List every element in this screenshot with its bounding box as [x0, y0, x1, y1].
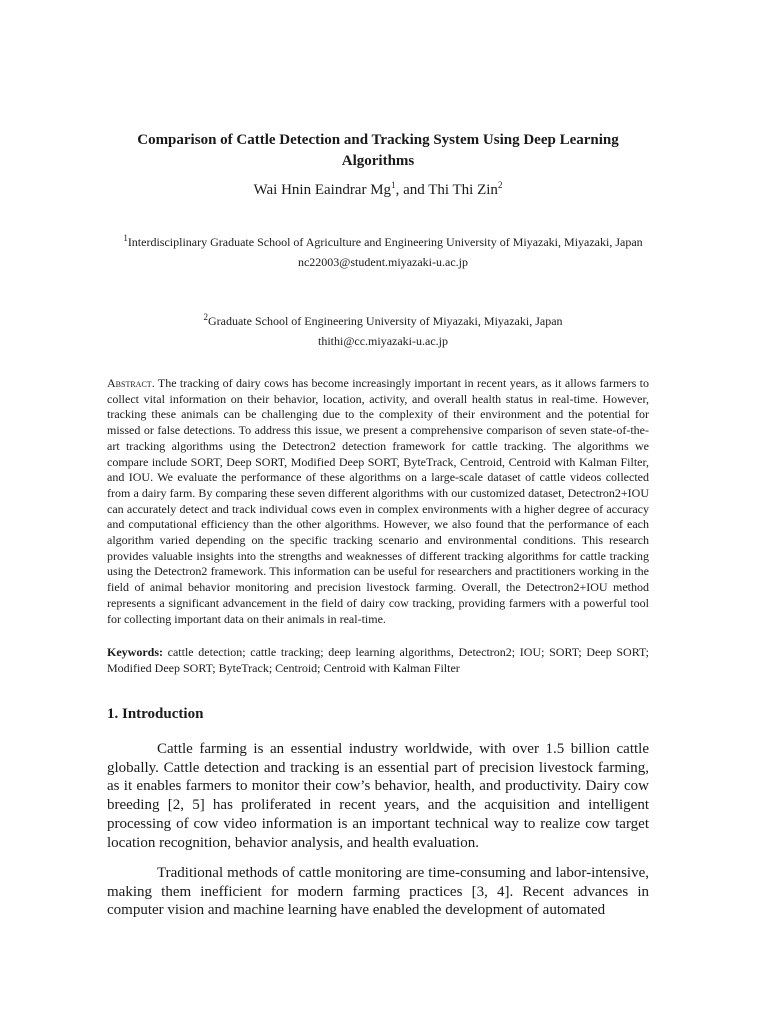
section-heading: 1. Introduction	[107, 706, 204, 722]
intro-paragraph-1	[107, 740, 649, 852]
affiliation-1-text: Interdisciplinary Graduate School of Agriculture and Engineering University of Miyazaki, Miyazaki, Japan	[127, 235, 643, 249]
affiliation-2-email[interactable]: thithi@cc.miyazaki-u.ac.jp	[317, 334, 448, 348]
paper-title: Comparison of Cattle Detection and Tracking System Using Deep Learning Algorithms	[137, 132, 619, 169]
intro-paragraph-2	[107, 864, 649, 920]
intro-paragraph-1-text: Cattle farming is an essential industry worldwide, with over 1.5 billion cattle globally. Cattle detection and tracking is an essential part of precision livestock farming, as it enables farmers to monitor their cow’s behavior, health, and productivity. Dairy cow breeding [2, 5] has proliferated in recent years, and the acquisition and intelligent processing of cow video information is an important technical way to realize cow target location recognition, behavior analysis, and health evaluation.	[107, 741, 649, 851]
author-1: Wai Hnin Eaindrar Mg	[253, 182, 392, 198]
intro-paragraph-2-text: Traditional methods of cattle monitoring are time-consuming and labor-intensive, making them inefficient for modern farming practices [3, 4]. Recent advances in computer vision and machine learning have enabled the development of automated	[107, 865, 649, 919]
author-line	[118, 180, 638, 200]
affiliation-1-mark: 1	[123, 233, 128, 243]
keywords	[107, 644, 649, 676]
affiliation-2	[118, 311, 648, 351]
affiliation-1	[118, 232, 648, 272]
author-2-affiliation-mark: 2	[497, 180, 503, 190]
abstract-text: . The tracking of dairy cows has become increasingly important in recent years, as it allows farmers to collect vital information on their behavior, location, activity, and overall health status in real-time. However, tracking these animals can be challenging due to the complexity of their environment and the potential for missed or false detections. To address this issue, we present a comprehensive comparison of seven state-of-the-art tracking algorithms using the Detectron2 detection framework for cattle tracking. The algorithms we compare include SORT, Deep SORT, Modified Deep SORT, ByteTrack, Centroid, Centroid with Kalman Filter, and IOU. We evaluate the performance of these algorithms on a large-scale dataset of cattle videos collected from a dairy farm. By comparing these seven different algorithms with our customized dataset, Detectron2+IOU can accurately detect and track individual cows even in complex environments with a higher degree of accuracy and computational efficiency than the other algorithms. However, we also found that the performance of each algorithm varied depending on the specific tracking scenario and environmental conditions. This research provides valuable insights into the strengths and weaknesses of different tracking algorithms for cattle tracking using the Detectron2 framework. This information can be useful for researchers and practitioners working in the field of animal behavior monitoring and precision livestock farming. Overall, the Detectron2+IOU method represents a significant advancement in the field of dairy cow tracking, providing farmers with a powerful tool for collecting important data on their animals in real-time.	[107, 376, 649, 626]
affiliation-1-email[interactable]: nc22003@student.miyazaki-u.ac.jp	[297, 255, 468, 269]
affiliation-2-mark: 2	[203, 312, 208, 322]
abstract-label: Abstract	[107, 376, 152, 390]
affiliation-2-text: Graduate School of Engineering University of Miyazaki, Miyazaki, Japan	[207, 314, 563, 328]
abstract	[107, 376, 649, 627]
keywords-text: cattle detection; cattle tracking; deep learning algorithms, Detectron2; IOU; SORT; Deep SORT; Modified Deep SORT; ByteTrack; Centroid; Centroid with Kalman Filter	[107, 645, 649, 675]
keywords-label: Keywords:	[107, 645, 163, 659]
author-1-affiliation-mark: 1	[391, 180, 396, 190]
author-2: Thi Thi Zin	[428, 182, 498, 198]
author-separator: , and	[395, 182, 429, 198]
